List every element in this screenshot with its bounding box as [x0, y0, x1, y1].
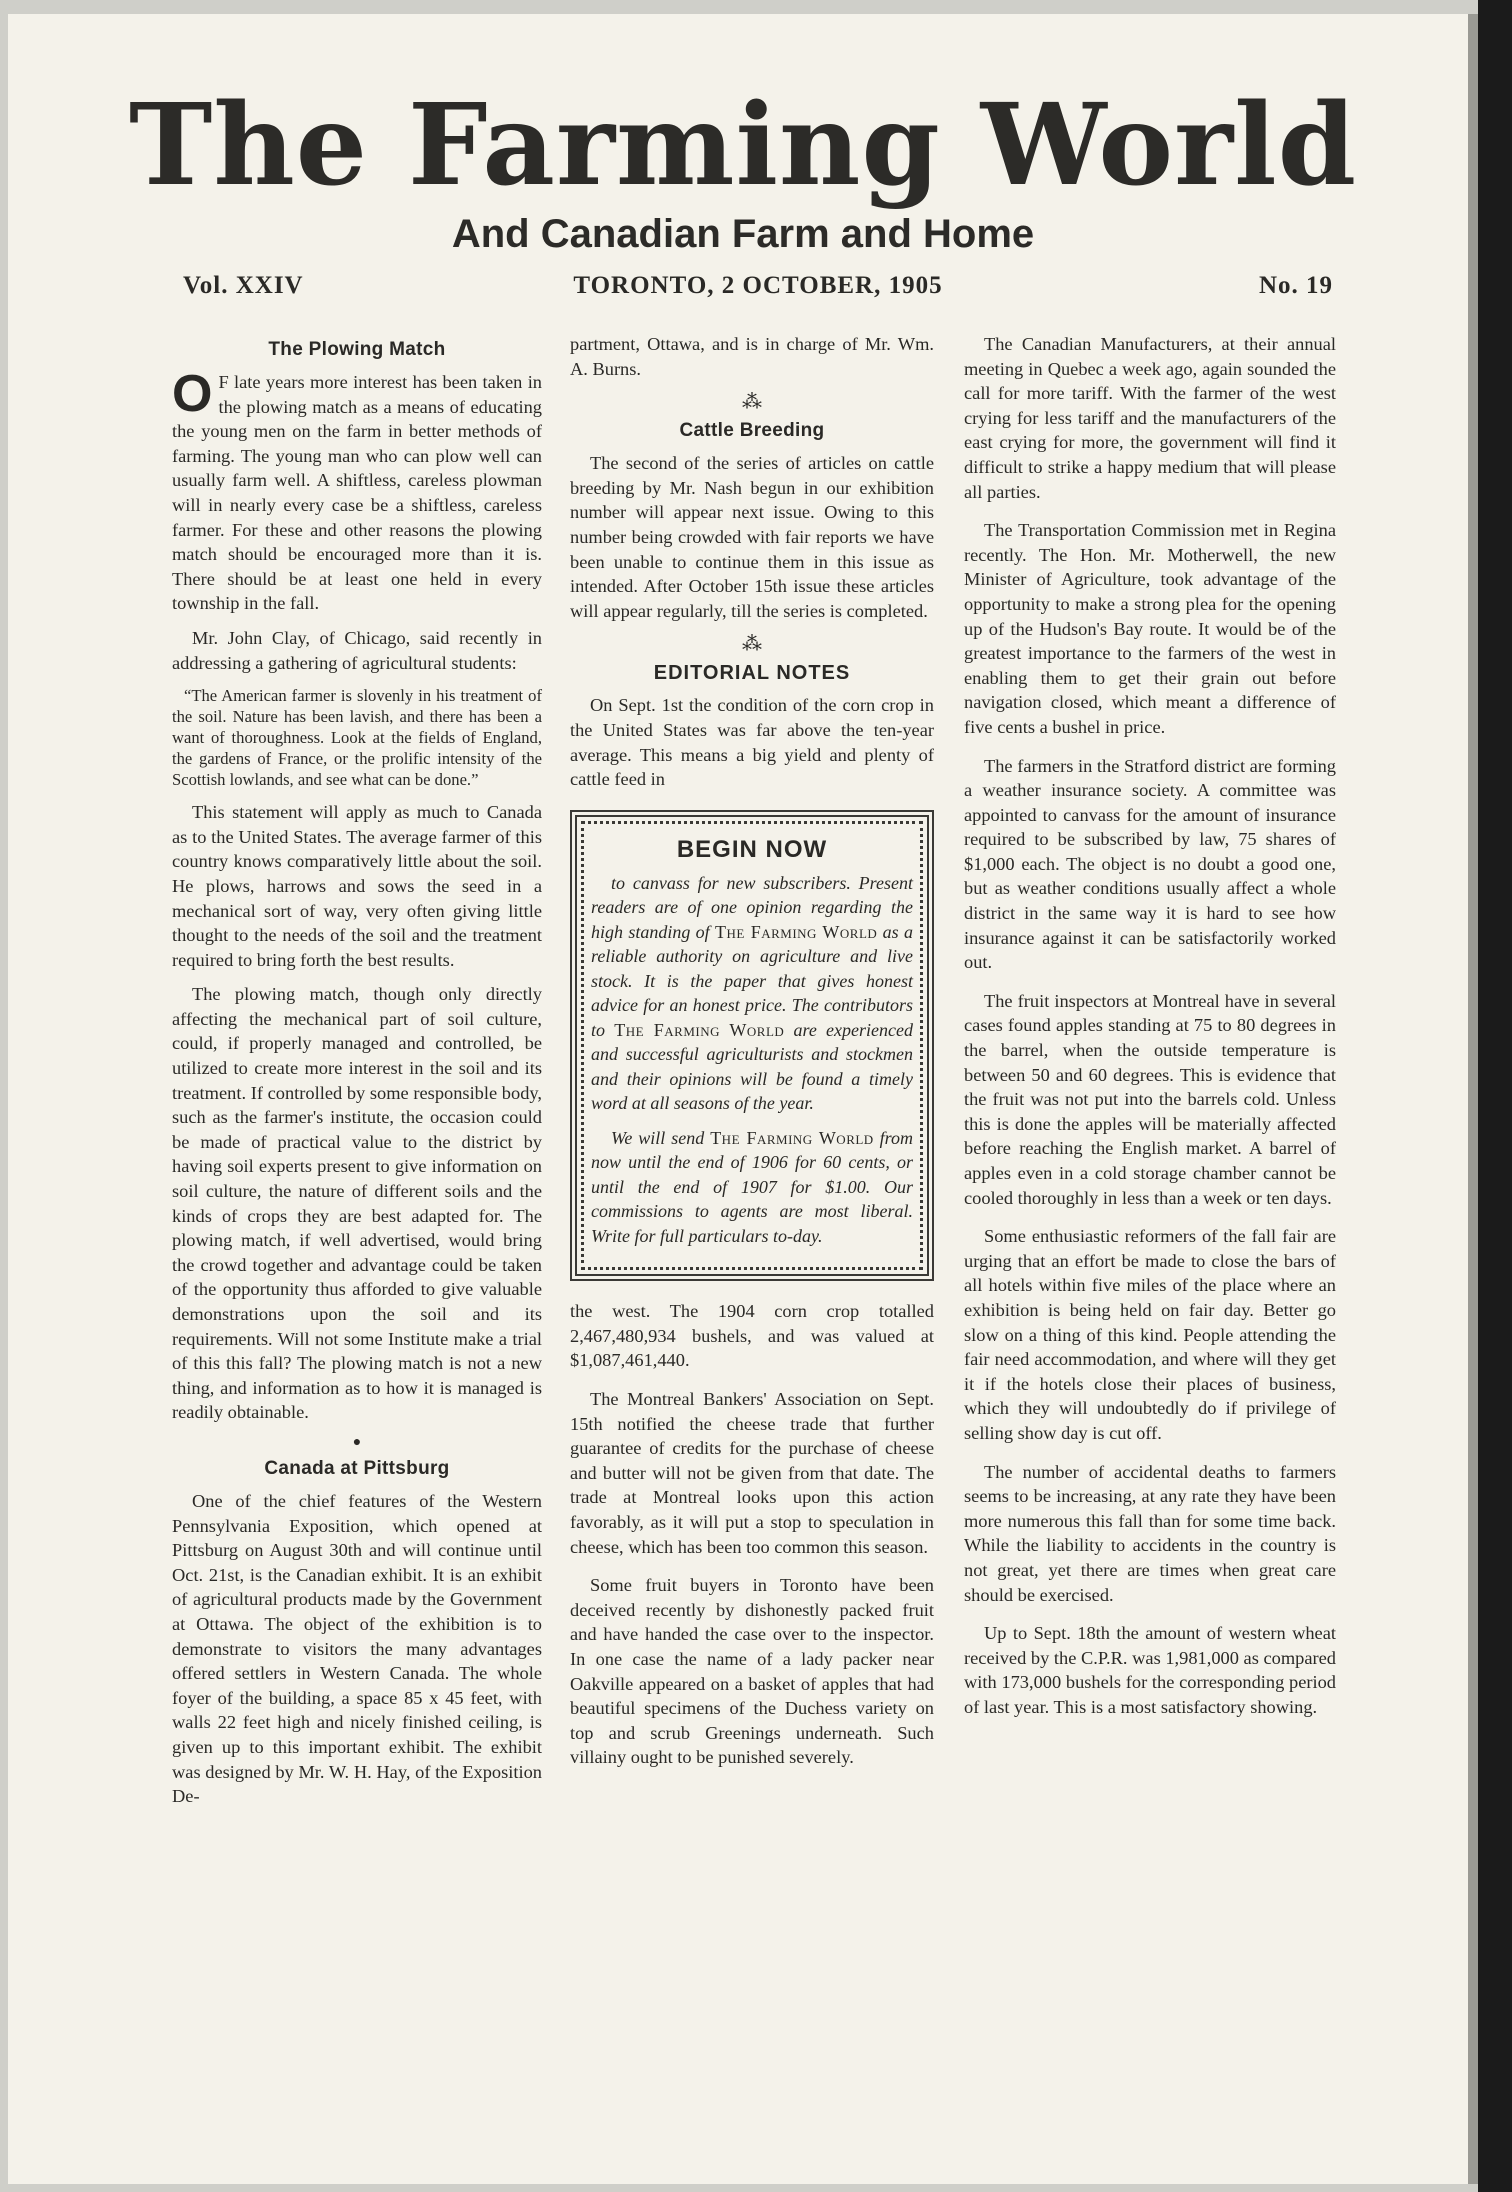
paper-name: The Farming World [614, 1019, 785, 1040]
volume-label: Vol. XXIV [183, 272, 304, 299]
pittsburg-paragraph-continued: partment, Ottawa, and is in charge of Mr. Wm. A. Burns. [570, 334, 934, 379]
fleuron-ornament: ⁂ [742, 391, 762, 414]
col3-paragraph-7: Up to Sept. 18th the amount of western wheat received by the C.P.R. was 1,981,000 as compared with 173,000 bushels for the corresponding period of last year. This is a most satisfactory showing. [964, 1623, 1336, 1717]
dateline-row [183, 272, 1333, 308]
column-1 [172, 332, 542, 1819]
editorial-paragraph-1: On Sept. 1st the condition of the corn crop in the United States was far above the ten-year average. This means a big yield and plenty of cattle feed in [570, 695, 934, 790]
ad-text: from now until the end of 1906 for 60 cents, or until the end of 1907 for $1.00. Our commissions to agents are most liberal. Write for full particulars to-day. [591, 1127, 913, 1246]
page-edge-shadow [1468, 14, 1478, 2184]
paper-name: The Farming World [715, 921, 878, 942]
editorial-paragraph-1-continued: the west. The 1904 corn crop totalled 2,467,480,934 bushels, and was valued at $1,087,461,440. [570, 1301, 934, 1371]
plowing-quote: “The American farmer is slovenly in his treatment of the soil. Nature has been lavish, and there has been a want of thoroughness. Look at the fields of England, the gardens of France, or the prolific intensity of the Scottish lowlands, and see what can be done.” [172, 686, 542, 790]
column-3 [964, 332, 1336, 1729]
editorial-paragraph-2: The Montreal Bankers' Association on Sept. 15th notified the cheese trade that further guarantee of credits for the purchase of cheese and butter will not be given from that date. The trade at Montreal looks upon this action favorably, as it will put a stop to speculation in cheese, which has been too common this season. [570, 1389, 934, 1557]
newspaper-page [8, 14, 1478, 2184]
col3-paragraph-2: The Transportation Commission met in Regina recently. The Hon. Mr. Motherwell, the new Minister of Agriculture, took advantage of the opportunity to make a strong plea for the opening up of the Hudson's Bay route. It would be of the greatest importance to the farmers of the west in enabling them to get their grain out before navigation closed, which meant a difference of five cents a bushel in price. [964, 520, 1336, 737]
plowing-paragraph-1-text: F late years more interest has been taken in the plowing match as a means of educating the young men on the farm in better methods of farming. The young man who can plow well can usually farm well. A shiftless, careless plowman will in nearly every case be a shiftless, careless farmer. For these and other reasons the plowing match should be encouraged more than it is. There should be at least one held in every township in the fall. [172, 372, 542, 614]
pittsburg-paragraph-1: One of the chief features of the Western Pennsylvania Exposition, which opened at Pittsburg on August 30th and will continue until Oct. 21st, is the Canadian exhibit. It is an exhibit of agricultural products made by the Government at Ottawa. The object of the exhibition is to demonstrate to visitors the many advantages offered settlers in Western Canada. The whole foyer of the building, a space 85 x 45 feet, with walls 22 feet high and nicely finished ceiling, is given up to this important exhibit. The exhibit was designed by Mr. W. H. Hay, of the Exposition De- [172, 1490, 542, 1807]
col3-paragraph-4: The fruit inspectors at Montreal have in several cases found apples standing at 75 to 80 degrees in the barrel, when the outside temperature is between 50 and 60 degrees. This is evidence that the fruit was not put into the barrels cold. Unless this is done the apples will be materially affected before reaching the English market. A barrel of apples even in a cold storage chamber cannot be cooled thoroughly in less than a week or ten days. [964, 990, 1336, 1208]
heading-plowing-match: The Plowing Match [268, 339, 446, 360]
paper-name: The Farming World [710, 1127, 874, 1148]
ad-text: as a reliable authority on agriculture and live stock. It is the paper that gives honest advice for an honest price. The contributors to [591, 921, 913, 1040]
plowing-paragraph-1 [172, 365, 542, 616]
issue-date: TORONTO, 2 OCTOBER, 1905 [573, 272, 943, 299]
ad-text: are experienced and successful agriculturists and stockmen and their opinions will be found a timely word at all seasons of the year. [591, 1019, 913, 1114]
ad-paragraph-1 [591, 871, 913, 1116]
heading-canada-at-pittsburg: Canada at Pittsburg [264, 1457, 450, 1479]
col3-paragraph-1: The Canadian Manufacturers, at their annual meeting in Quebec a week ago, again sounded the call for more tariff. With the farmer of the west crying for less tariff and the manufacturers of the east crying for more, the government will find it difficult to strike a happy medium that will please all parties. [964, 334, 1336, 502]
masthead-title: The Farming World [129, 80, 1357, 211]
drop-cap: O [172, 365, 213, 423]
fleuron-ornament: ⁂ [742, 633, 762, 656]
heading-editorial-notes: EDITORIAL NOTES [653, 662, 851, 685]
bullet-separator: ● [352, 1434, 362, 1450]
scan-edge-bar [1478, 0, 1512, 2192]
masthead-subtitle: And Canadian Farm and Home [451, 212, 1035, 256]
issue-number: No. 19 [1258, 272, 1333, 299]
column-2 [570, 332, 934, 1780]
cattle-paragraph-1: The second of the series of articles on cattle breeding by Mr. Nash begun in our exhibition number will appear next issue. Owing to this number being crowded with fair reports we have been unable to continue them in this issue as intended. After October 15th issue these articles will appear regularly, till the series is completed. [570, 453, 934, 621]
ad-text: to canvass for new subscribers. Present readers are of one opinion regarding the high standing of [591, 872, 913, 942]
col3-paragraph-5: Some enthusiastic reformers of the fall fair are urging that an effort be made to close the bars of all hotels within five miles of the place where an exhibition is being held on fair day. Better go slow on a thing of this kind. People attending the fair need accommodation, and where will they get it if the hotels close their places of business, which they will undoubtedly do if privilege of selling show day is cut off. [964, 1226, 1336, 1443]
editorial-paragraph-3: Some fruit buyers in Toronto have been deceived recently by dishonestly packed fruit and have handed the case over to the inspector. In one case the name of a lady packer near Oakville appeared on a basket of apples that had beautiful specimens of the Duchess variety on top and scrub Greenings underneath. Such villainy ought to be punished severely. [570, 1575, 934, 1768]
plowing-paragraph-4: The plowing match, though only directly affecting the mechanical part of soil culture, could, if properly managed and controlled, be utilized to create more interest in the soil and its treatment. If controlled by some responsible body, such as the farmer's institute, the occasion could be made of practical value to the district by having soil experts present to give information on soil culture, the nature of different soils and the kinds of crops they are best adapted for. The plowing match, if well advertised, would bring the crowd together and advantage could be taken of the opportunity thus afforded to give valuable demonstrations upon the soil and its requirements. Will not some Institute make a trial of this this fall? The plowing match is not a new thing, and information as to how it is managed is readily obtainable. [172, 984, 542, 1423]
heading-cattle-breeding: Cattle Breeding [679, 420, 825, 442]
col3-paragraph-3: The farmers in the Stratford district are forming a weather insurance society. A committee was appointed to canvass for the amount of insurance required to be subscribed by law, 75 shares of $1,000 each. The object is no doubt a good one, but as weather conditions usually affect a whole district in the same way it is hard to see how insurance against it can be satisfactorily worked out. [964, 755, 1336, 973]
ad-title: BEGIN NOW [676, 835, 828, 863]
plowing-paragraph-2: Mr. John Clay, of Chicago, said recently in addressing a gathering of agricultural students: [172, 627, 542, 673]
subscription-advertisement [570, 810, 934, 1282]
ad-text: We will send [611, 1127, 705, 1148]
ad-paragraph-2 [591, 1126, 913, 1249]
plowing-paragraph-3: This statement will apply as much to Canada as to the United States. The average farmer of this country knows comparatively little about the soil. He plows, harrows and sows the seed in a mechanical sort of way, very often giving little thought to the needs of the soil and the treatment required to bring forth the best results. [172, 802, 542, 970]
col3-paragraph-6: The number of accidental deaths to farmers seems to be increasing, at any rate they have been more numerous this fall than for some time back. While the liability to accidents in the country is not great, yet there are times when great care should be exercised. [964, 1461, 1336, 1605]
